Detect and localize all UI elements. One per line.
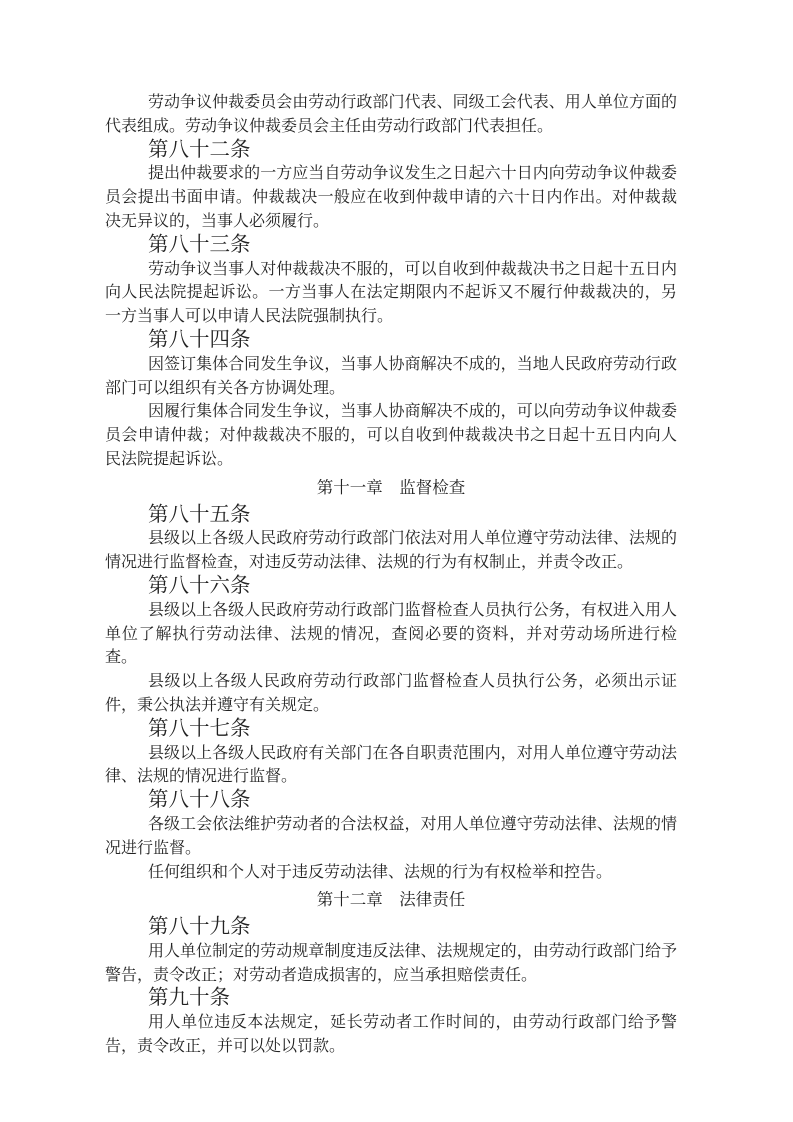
paragraph: 因签订集体合同发生争议，当事人协商解决不成的，当地人民政府劳动行政部门可以组织有关各方协调处理。 [105,355,677,397]
paragraph: 劳动争议当事人对仲裁裁决不服的，可以自收到仲裁裁决书之日起十五日内向人民法院提起诉讼。一方当事人在法定期限内不起诉又不履行仲裁裁决的，另一方当事人可以申请人民法院强制执行。 [105,260,677,326]
article-heading: 第八十三条 [148,233,251,256]
paragraph: 用人单位违反本法规定，延长劳动者工作时间的，由劳动行政部门给予警告，责令改正，并可以处以罚款。 [105,1014,677,1056]
paragraph: 劳动争议仲裁委员会由劳动行政部门代表、同级工会代表、用人单位方面的代表组成。劳动争议仲裁委员会主任由劳动行政部门代表担任。 [105,94,677,135]
chapter-heading: 第十一章 监督检查 [316,477,466,497]
article-heading: 第八十四条 [148,328,251,351]
paragraph: 提出仲裁要求的一方应当自劳动争议发生之日起六十日内向劳动争议仲裁委员会提出书面申请。仲裁裁决一般应在收到仲裁申请的六十日内作出。对仲裁裁决无异议的，当事人必须履行。 [105,165,677,230]
article-heading: 第八十八条 [148,789,251,812]
article-heading: 第八十九条 [148,916,251,939]
chapter-heading: 第十二章 法律责任 [316,890,466,910]
paragraph: 用人单位制定的劳动规章制度违反法律、法规规定的，由劳动行政部门给予警告，责令改正；对劳动者造成损害的，应当承担赔偿责任。 [105,942,677,984]
article-heading: 第八十七条 [148,717,251,740]
article-heading: 第九十条 [148,987,230,1010]
paragraph: 县级以上各级人民政府有关部门在各自职责范围内，对用人单位遵守劳动法律、法规的情况进行监督。 [105,744,677,786]
paragraph: 县级以上各级人民政府劳动行政部门监督检查人员执行公务，有权进入用人单位了解执行劳动法律、法规的情况，查阅必要的资料，并对劳动场所进行检查。 [105,601,677,667]
document-body [105,91,677,1059]
paragraph: 各级工会依法维护劳动者的合法权益，对用人单位遵守劳动法律、法规的情况进行监督。 [105,815,677,857]
paragraph: 县级以上各级人民政府劳动行政部门监督检查人员执行公务，必须出示证件，秉公执法并遵守有关规定。 [105,673,677,714]
paragraph: 因履行集体合同发生争议，当事人协商解决不成的，可以向劳动争议仲裁委员会申请仲裁；对仲裁裁决不服的，可以自收到仲裁裁决书之日起十五日内向人民法院提起诉讼。 [105,403,677,468]
article-heading: 第八十五条 [148,503,251,526]
article-heading: 第八十二条 [148,138,251,161]
paragraph: 任何组织和个人对于违反劳动法律、法规的行为有权检举和控告。 [148,863,613,881]
paragraph: 县级以上各级人民政府劳动行政部门依法对用人单位遵守劳动法律、法规的情况进行监督检查，对违反劳动法律、法规的行为有权制止，并责令改正。 [105,530,677,572]
article-heading: 第八十六条 [148,574,251,597]
